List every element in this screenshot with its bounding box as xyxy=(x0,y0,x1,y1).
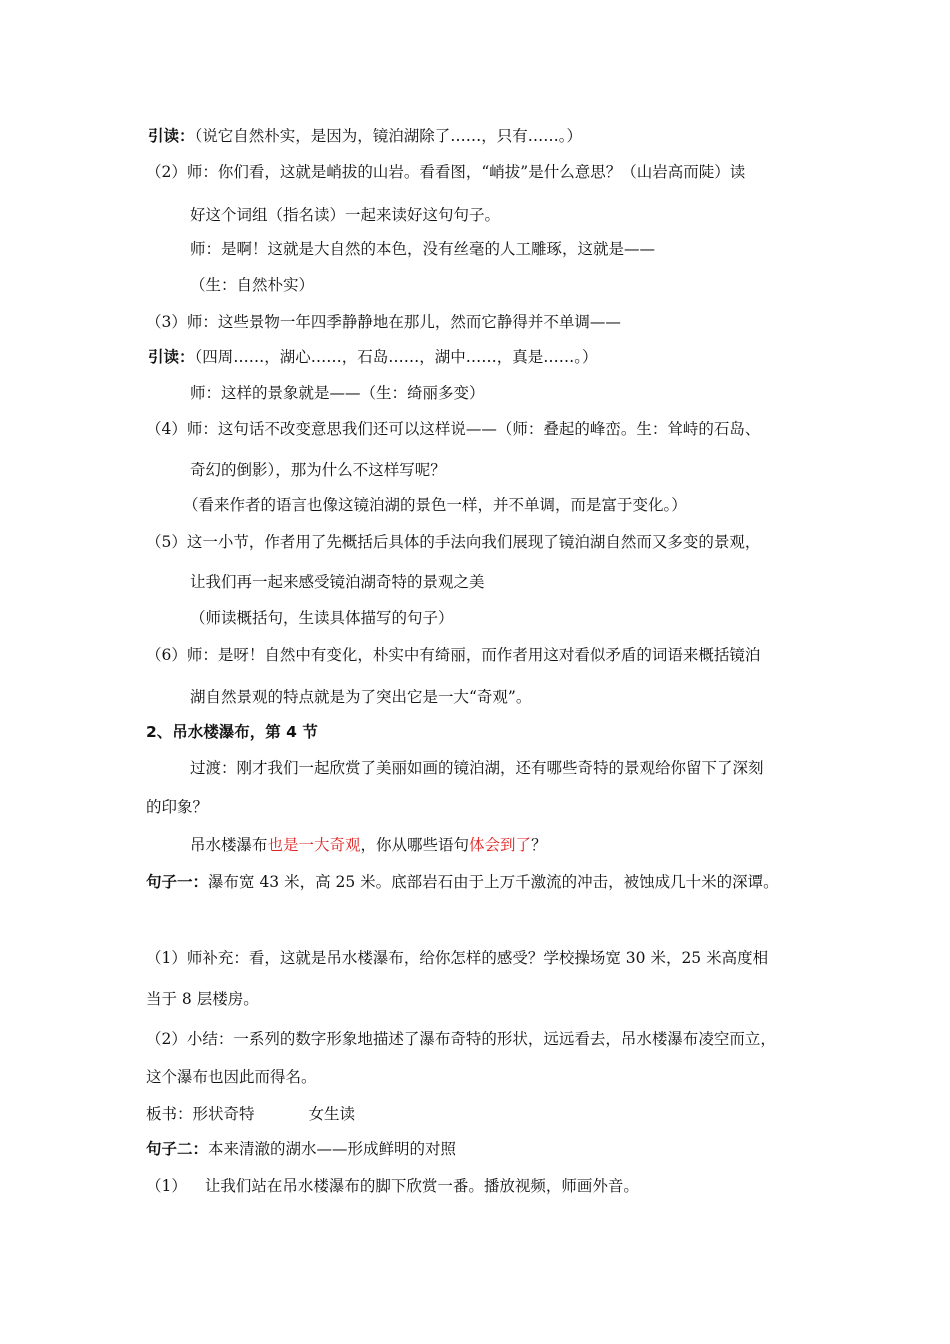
line-2-cont: 好这个词组（指名读）一起来读好这句句子。 xyxy=(190,206,501,224)
line-board xyxy=(146,1103,355,1125)
line-2: （2）师：你们看，这就是峭拔的山岩。看看图，“峭拔”是什么意思？（山岩高而陡）读 xyxy=(146,163,746,181)
section-heading-2: 2、吊水楼瀑布，第 4 节 xyxy=(146,723,318,741)
line-5: （5）这一小节，作者用了先概括后具体的手法向我们展现了镜泊湖自然而又多变的景观， xyxy=(146,533,761,551)
text: （说它自然朴实，是因为，镜泊湖除了……，只有……。） xyxy=(194,127,583,145)
label-yindu: 引读： xyxy=(148,127,195,145)
line-transition-cont: 的印象？ xyxy=(146,798,209,816)
text: 吊水楼瀑布 xyxy=(190,836,268,854)
line-yindu-1 xyxy=(148,125,582,147)
line-teacher-1: 师：是啊！这就是大自然的本色，没有丝毫的人工雕琢，这就是—— xyxy=(190,240,656,258)
text: ，你从哪些语句 xyxy=(360,836,470,854)
board-text: 板书：形状奇特 xyxy=(146,1105,255,1123)
text: 让我们站在吊水楼瀑布的脚下欣赏一番。播放视频，师画外音。 xyxy=(204,1177,639,1195)
line-sentence-1 xyxy=(146,871,779,893)
line-student-1: （生：自然朴实） xyxy=(190,276,315,294)
line-s1-1: （1）师补充：看，这就是吊水楼瀑布，给你怎样的感受？学校操场宽 30 米，25 米高度相 xyxy=(146,949,769,967)
line-s1-2-cont: 这个瀑布也因此而得名。 xyxy=(146,1068,317,1086)
text: 本来清澈的湖水——形成鲜明的对照 xyxy=(208,1140,457,1158)
line-s1-1-cont: 当于 8 层楼房。 xyxy=(146,990,259,1008)
line-6-cont: 湖自然景观的特点就是为了突出它是一大“奇观”。 xyxy=(190,688,532,706)
line-5-cont: 让我们再一起来感受镜泊湖奇特的景观之美 xyxy=(190,573,485,591)
line-s1-2: （2）小结：一系列的数字形象地描述了瀑布奇特的形状，远远看去，吊水楼瀑布凌空而立， xyxy=(146,1030,776,1048)
label-yindu: 引读： xyxy=(148,348,195,366)
highlight-text: 也是一大奇观 xyxy=(267,836,361,854)
label-sentence-1: 句子一： xyxy=(146,873,209,891)
text: ？ xyxy=(531,836,547,854)
line-6: （6）师：是呀！自然中有变化，朴实中有绮丽，而作者用这对看似矛盾的词语来概括镜泊 xyxy=(146,646,761,664)
text: 瀑布宽 43 米，高 25 米。底部岩石由于上万千激流的冲击，被蚀成几十米的深谭。 xyxy=(208,873,779,891)
line-note-1: （看来作者的语言也像这镜泊湖的景色一样，并不单调，而是富于变化。） xyxy=(183,496,687,514)
line-sentence-2 xyxy=(146,1138,456,1160)
line-question xyxy=(190,834,547,856)
item-number: （1） xyxy=(146,1177,187,1195)
line-transition: 过渡：刚才我们一起欣赏了美丽如画的镜泊湖，还有哪些奇特的景观给你留下了深刻 xyxy=(190,759,764,777)
line-teacher-2: 师：这样的景象就是——（生：绮丽多变） xyxy=(190,384,485,402)
line-s2-1 xyxy=(146,1175,639,1197)
line-note-2: （师读概括句，生读具体描写的句子） xyxy=(190,609,454,627)
line-4-cont: 奇幻的倒影），那为什么不这样写呢？ xyxy=(190,461,446,479)
label-sentence-2: 句子二： xyxy=(146,1140,209,1158)
line-3: （3）师：这些景物一年四季静静地在那儿，然而它静得并不单调—— xyxy=(146,313,621,331)
line-4: （4）师：这句话不改变意思我们还可以这样说——（师：叠起的峰峦。生：耸峙的石岛、 xyxy=(146,420,761,438)
highlight-text: 体会到了 xyxy=(469,836,532,854)
line-yindu-2 xyxy=(148,346,598,368)
text: （四周……，湖心……，石岛……，湖中……，真是……。） xyxy=(194,348,598,366)
board-reader: 女生读 xyxy=(308,1105,356,1123)
